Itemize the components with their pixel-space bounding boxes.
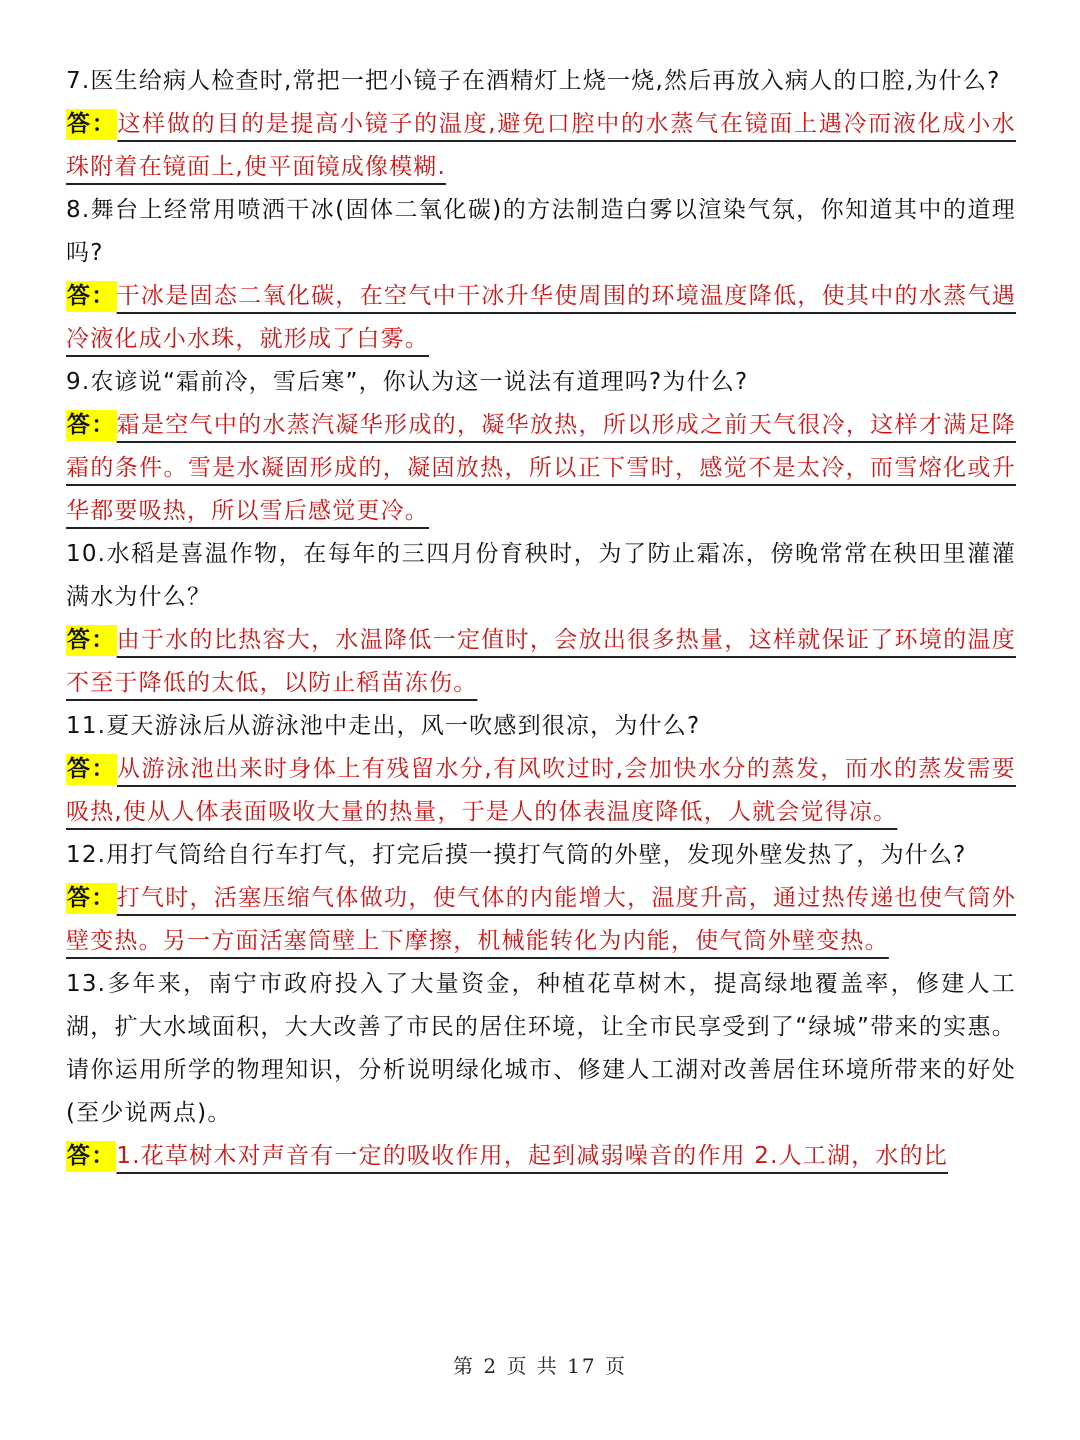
answer-text: 打气时，活塞压缩气体做功，使气体的内能增大，温度升高，通过热传递也使气筒外壁变热。另一方面活塞筒壁上下摩擦，机械能转化为内能，使气筒外壁变热。: [66, 885, 1016, 954]
question-8: 8.舞台上经常用喷洒干冰(固体二氧化碳)的方法制造白雾以渲染气氛，你知道其中的道理吗?: [66, 197, 1016, 266]
qa-item-11: [66, 705, 1016, 834]
qa-item-9: [66, 361, 1016, 533]
answer-10: [66, 619, 1016, 705]
answer-label-highlight: 答：: [66, 281, 117, 312]
answer-13: [66, 1135, 1016, 1178]
answer-text: 这样做的目的是提高小镜子的温度,避免口腔中的水蒸气在镜面上遇冷而液化成小水珠附着在镜面上,使平面镜成像模糊.: [66, 111, 1016, 180]
qa-item-7: [66, 60, 1016, 189]
answer-text: 霜是空气中的水蒸汽凝华形成的，凝华放热，所以形成之前天气很冷，这样才满足降霜的条件。雪是水凝固形成的，凝固放热，所以正下雪时，感觉不是太冷，而雪熔化或升华都要吸热，所以雪后感觉更冷。: [66, 412, 1016, 524]
qa-item-12: [66, 834, 1016, 963]
answer-label-highlight: 答：: [66, 1141, 116, 1172]
answer-11: [66, 748, 1016, 834]
question-13: 13.多年来，南宁市政府投入了大量资金，种植花草树木，提高绿地覆盖率，修建人工湖，扩大水域面积，大大改善了市民的居住环境，让全市民享受到了“绿城”带来的实惠。请你运用所学的物理知识，分析说明绿化城市、修建人工湖对改善居住环境所带来的好处(至少说两点)。: [66, 971, 1016, 1126]
page-footer: 第 2 页 共 17 页: [453, 1354, 627, 1378]
answer-text: 干冰是固态二氧化碳，在空气中干冰升华使周围的环境温度降低，使其中的水蒸气遇冷液化成小水珠，就形成了白雾。: [66, 283, 1016, 352]
question-7: 7.医生给病人检查时,常把一把小镜子在酒精灯上烧一烧,然后再放入病人的口腔,为什么?: [66, 68, 1001, 94]
answer-7: [66, 103, 1016, 189]
answer-label-highlight: 答：: [66, 410, 117, 441]
question-10: 10.水稻是喜温作物，在每年的三四月份育秧时，为了防止霜冻，傍晚常常在秧田里灌灌满水为什么？: [66, 541, 1016, 610]
qa-item-10: [66, 533, 1016, 705]
answer-12: [66, 877, 1016, 963]
answer-9: [66, 404, 1016, 533]
answer-text: 从游泳池出来时身体上有残留水分,有风吹过时,会加快水分的蒸发，而水的蒸发需要吸热,使从人体表面吸收大量的热量，于是人的体表温度降低，人就会觉得凉。: [66, 756, 1016, 825]
question-11: 11.夏天游泳后从游泳池中走出，风一吹感到很凉，为什么?: [66, 713, 701, 739]
answer-label-highlight: 答：: [66, 754, 117, 785]
answer-label-highlight: 答：: [66, 625, 117, 656]
answer-text: 由于水的比热容大，水温降低一定值时，会放出很多热量，这样就保证了环境的温度不至于降低的太低，以防止稻苗冻伤。: [66, 627, 1016, 696]
qa-item-13: [66, 963, 1016, 1178]
question-12: 12.用打气筒给自行车打气，打完后摸一摸打气筒的外壁，发现外壁发热了，为什么?: [66, 842, 967, 868]
answer-8: [66, 275, 1016, 361]
answer-text: 1.花草树木对声音有一定的吸收作用，起到减弱噪音的作用 2.人工湖，水的比: [116, 1143, 949, 1169]
answer-label-highlight: 答：: [66, 109, 117, 140]
document-body: [66, 60, 1016, 1178]
question-9: 9.农谚说“霜前冷，雪后寒”，你认为这一说法有道理吗?为什么?: [66, 369, 749, 395]
qa-item-8: [66, 189, 1016, 361]
answer-label-highlight: 答：: [66, 883, 117, 914]
